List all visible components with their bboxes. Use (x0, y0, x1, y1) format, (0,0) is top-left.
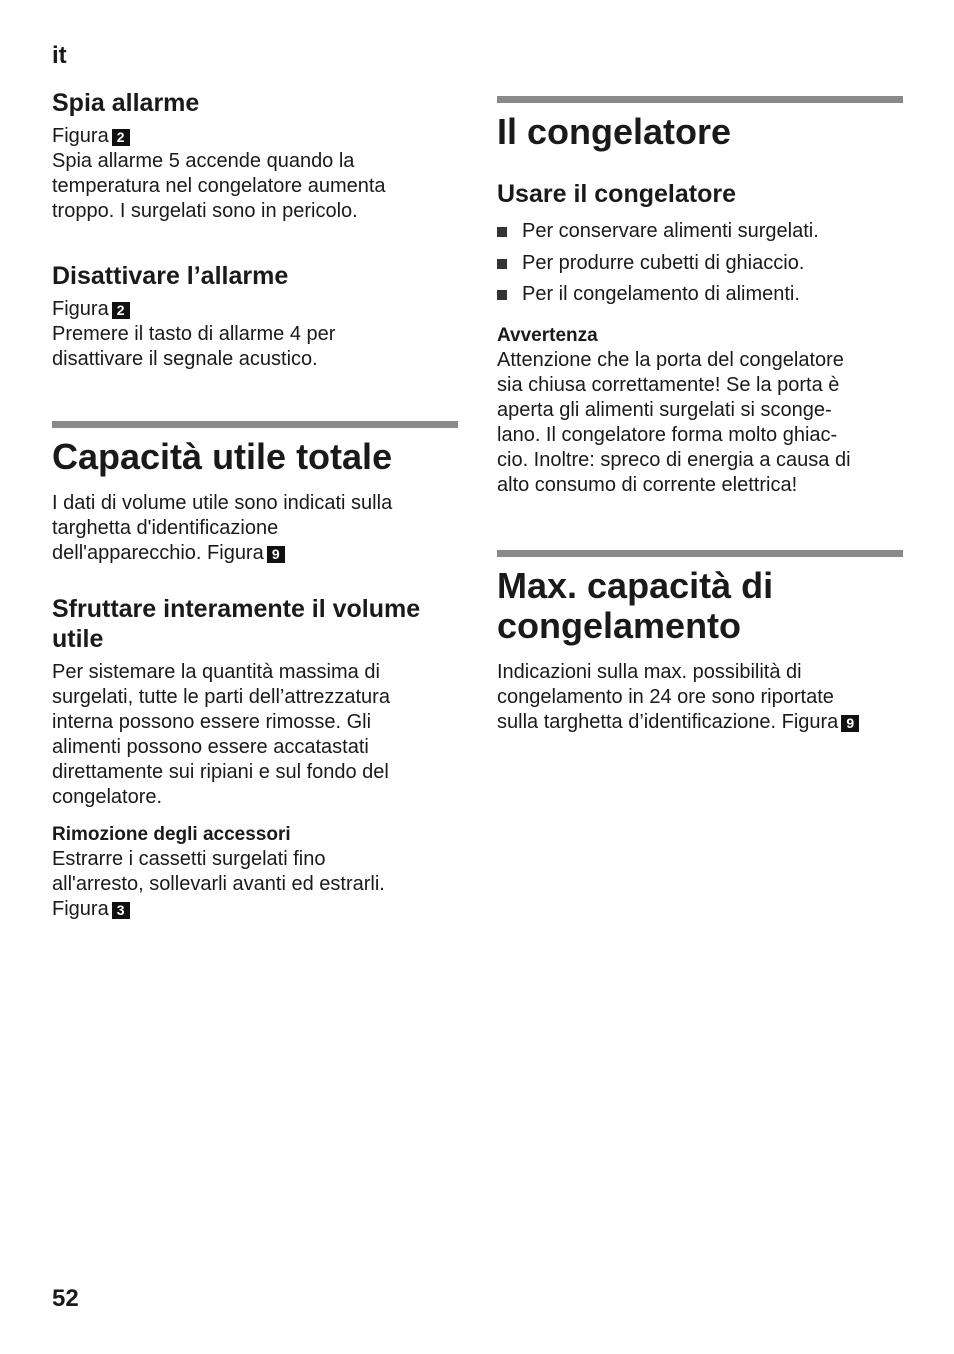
paragraph-line: troppo. I surgelati sono in pericolo. (52, 200, 358, 222)
language-tag: it (52, 42, 67, 69)
heading-max-capacita-line: Max. capacità di (497, 565, 774, 606)
section-sfruttare-volume (52, 594, 458, 810)
paragraph-line: Per sistemare la quantità massima di (52, 661, 380, 683)
list-item: Per il congelamento di alimenti. (497, 279, 903, 311)
paragraph-line: temperatura nel congelatore aumenta (52, 175, 386, 197)
heading-max-capacita-line: congelamento (497, 605, 742, 646)
paragraph-line: sia chiusa correttamente! Se la porta è (497, 373, 840, 396)
paragraph-line: cio. Inoltre: spreco di energia a causa di (497, 448, 851, 471)
figure-number-badge: 9 (267, 546, 285, 563)
paragraph-line: disattivare il segnale acustico. (52, 348, 318, 370)
paragraph-line: congelatore. (52, 786, 163, 808)
heading-disattivare-allarme: Disattivare l’allarme (52, 262, 289, 290)
paragraph-line: Attenzione che la porta del congelatore (497, 348, 844, 371)
figure-number-badge: 3 (112, 902, 130, 919)
list-item: Per conservare alimenti surgelati. (497, 216, 903, 248)
bullet-square-icon (497, 227, 507, 237)
figure-number-badge: 2 (112, 302, 130, 319)
heading-spia-allarme: Spia allarme (52, 89, 200, 117)
paragraph-line: interna possono essere rimosse. Gli (52, 711, 372, 733)
figure-number-badge: 9 (841, 715, 859, 732)
figure-reference (52, 297, 458, 322)
paragraph-line: Indicazioni sulla max. possibilità di (497, 661, 802, 683)
section-capacita-utile (52, 437, 458, 566)
paragraph-line: I dati di volume utile sono indicati sulla (52, 492, 393, 514)
bullet-list (497, 216, 903, 311)
paragraph-line: lano. Il congelatore forma molto ghiac- (497, 423, 838, 446)
heading-capacita-utile-totale: Capacità utile totale (52, 436, 393, 477)
paragraph-line: all'arresto, sollevarli avanti ed estrarli. (52, 873, 385, 895)
paragraph-line: direttamente sui ripiani e sul fondo del (52, 761, 389, 783)
section-divider (497, 550, 903, 557)
paragraph-line: Spia allarme 5 accende quando la (52, 150, 355, 172)
figure-number-badge: 2 (112, 129, 130, 146)
figure-reference (52, 124, 458, 149)
paragraph-line: alimenti possono essere accatastati (52, 736, 369, 758)
figure-label: Figura (52, 298, 109, 320)
figure-label: Figura (52, 125, 109, 147)
paragraph-line (52, 541, 458, 566)
figure-label: Figura (52, 898, 109, 920)
paragraph-line: surgelati, tutte le parti dell’attrezzatura (52, 686, 390, 708)
section-disattivare-allarme (52, 261, 458, 372)
paragraph-line: Estrarre i cassetti surgelati fino (52, 848, 326, 870)
paragraph-line: aperta gli alimenti surgelati si sconge- (497, 398, 832, 421)
paragraph-line (497, 710, 903, 735)
paragraph-line: alto consumo di corrente elettrica! (497, 473, 798, 496)
heading-il-congelatore: Il congelatore (497, 111, 732, 152)
section-rimozione-accessori (52, 823, 458, 922)
heading-sfruttare-line: Sfruttare interamente il volume (52, 595, 421, 623)
bullet-square-icon (497, 290, 507, 300)
section-divider (497, 96, 903, 103)
paragraph-line: Premere il tasto di allarme 4 per (52, 323, 336, 345)
list-item: Per produrre cubetti di ghiaccio. (497, 248, 903, 280)
heading-rimozione-accessori: Rimozione degli accessori (52, 824, 291, 845)
heading-usare-congelatore: Usare il congelatore (497, 180, 736, 208)
section-il-congelatore (497, 112, 903, 498)
bullet-square-icon (497, 259, 507, 269)
heading-avvertenza: Avvertenza (497, 324, 598, 346)
section-max-capacita (497, 566, 903, 735)
paragraph-line: congelamento in 24 ore sono riportate (497, 686, 834, 708)
heading-sfruttare-line: utile (52, 625, 104, 653)
figure-reference (52, 897, 458, 922)
page-number: 52 (52, 1285, 79, 1312)
paragraph-line: targhetta d'identificazione (52, 517, 279, 539)
paragraph-text: sulla targhetta d’identificazione. Figura (497, 711, 839, 733)
section-spia-allarme (52, 88, 458, 224)
paragraph-text: dell'apparecchio. Figura (52, 542, 264, 564)
section-divider (52, 421, 458, 428)
